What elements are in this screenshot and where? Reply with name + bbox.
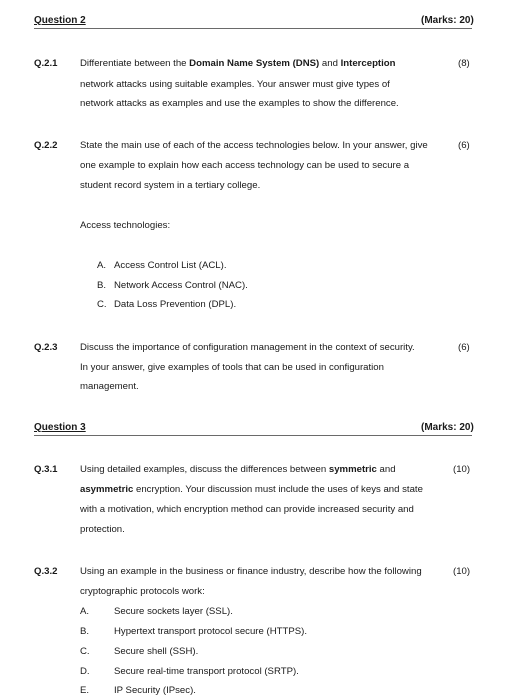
q2-2-item-b-letter: B. [97, 280, 107, 291]
q3-2-item-d-letter: D. [80, 666, 90, 677]
q3-2-item-d-text: Secure real-time transport protocol (SRTP). [114, 666, 299, 677]
q3-1-line-3: with a motivation, which encryption method can provide increased security and [80, 504, 414, 515]
q2-2-item-c-letter: C. [97, 299, 107, 310]
q2-1-text-c: and [319, 58, 341, 69]
q2-2-line-2: one example to explain how each access technology can be used to secure a [80, 160, 410, 171]
q2-3-line-2: In your answer, give examples of tools that can be used in configuration [80, 362, 384, 373]
q3-2-item-e-letter: E. [80, 685, 90, 696]
q3-2-marks: (10) [453, 566, 471, 577]
q2-1-term-interception: Interception [340, 58, 396, 69]
q2-2-marks: (6) [458, 140, 470, 151]
q3-2-item-c-letter: C. [80, 646, 90, 657]
q2-2-line-1: State the main use of each of the access technologies below. In your answer, give [80, 140, 428, 151]
q2-1-text-a: Differentiate between the [80, 58, 190, 69]
q2-1-line-1 [80, 58, 396, 69]
q2-2-item-b-text: Network Access Control (NAC). [114, 280, 248, 291]
q3-1-line-1 [80, 464, 396, 475]
q3-2-item-a-text: Secure sockets layer (SSL). [114, 606, 233, 617]
q3-2-item-c-text: Secure shell (SSH). [114, 646, 199, 657]
q2-2-item-c-text: Data Loss Prevention (DPL). [114, 299, 237, 310]
q3-2-line-2: cryptographic protocols work: [80, 586, 205, 597]
q2-2-item-a-text: Access Control List (ACL). [114, 260, 227, 271]
question-2-rule [34, 28, 472, 29]
question-3-heading: Question 3 [34, 422, 86, 433]
q3-1-line-4: protection. [80, 524, 125, 535]
q3-1-text-b: encryption. Your discussion must include the uses of keys and state [133, 484, 423, 495]
q2-3-line-1: Discuss the importance of configuration management in the context of security. [80, 342, 415, 353]
q3-2-number: Q.3.2 [34, 566, 58, 577]
q2-2-sublabel: Access technologies: [80, 220, 171, 231]
q2-1-term-dns: Domain Name System (DNS) [189, 58, 320, 69]
q3-1-term-symmetric: symmetric [328, 464, 377, 475]
q2-2-line-3: student record system in a tertiary college. [80, 180, 261, 191]
q3-2-item-b-text: Hypertext transport protocol secure (HTTPS). [114, 626, 308, 637]
q2-1-number: Q.2.1 [34, 58, 58, 69]
question-3-marks: (Marks: 20) [421, 422, 474, 433]
question-3-rule [34, 435, 472, 436]
q3-1-line-2 [80, 484, 423, 495]
q3-2-line-1: Using an example in the business or finance industry, describe how the following [80, 566, 422, 577]
q2-3-marks: (6) [458, 342, 470, 353]
q3-1-number: Q.3.1 [34, 464, 58, 475]
q3-2-item-b-letter: B. [80, 626, 90, 637]
q2-2-item-a-letter: A. [97, 260, 107, 271]
q2-3-number: Q.2.3 [34, 342, 58, 353]
question-2-marks: (Marks: 20) [421, 15, 474, 26]
q3-2-item-e-text: IP Security (IPsec). [114, 685, 196, 696]
q3-1-text-c: and [376, 464, 396, 475]
q2-3-line-3: management. [80, 381, 139, 392]
q3-1-text-a: Using detailed examples, discuss the differences between [80, 464, 329, 475]
q2-1-marks: (8) [458, 58, 470, 69]
q3-2-item-a-letter: A. [80, 606, 90, 617]
q3-1-term-asymmetric: asymmetric [80, 484, 134, 495]
question-2-heading: Question 2 [34, 15, 86, 26]
q2-1-line-2: network attacks using suitable examples. Your answer must give types of [80, 79, 390, 90]
q3-1-marks: (10) [453, 464, 471, 475]
q2-1-line-3: network attacks as examples and use the examples to show the difference. [80, 98, 399, 109]
q2-2-number: Q.2.2 [34, 140, 58, 151]
